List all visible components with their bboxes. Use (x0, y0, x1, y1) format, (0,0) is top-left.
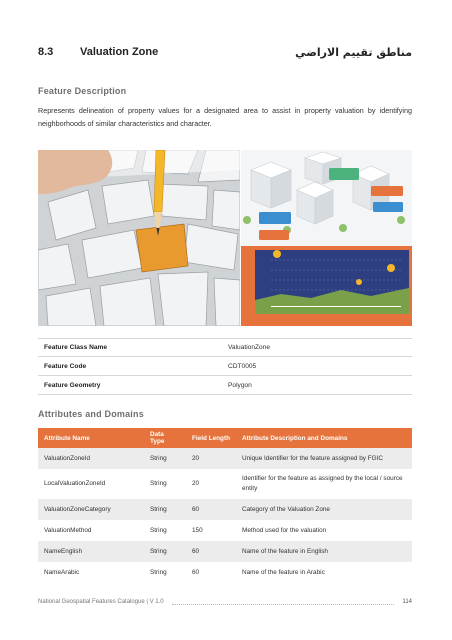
feature-properties-table (38, 338, 412, 395)
city-valuation-illustration (241, 150, 412, 326)
table-row (38, 469, 412, 499)
property-key: Feature Geometry (44, 381, 101, 389)
table-cell: 150 (192, 526, 203, 534)
table-cell: ValuationMethod (44, 526, 92, 534)
attributes-heading: Attributes and Domains (38, 409, 144, 419)
property-row (38, 357, 412, 376)
table-cell: String (144, 499, 186, 520)
column-header: Attribute Name (38, 428, 144, 448)
illustration-images (38, 150, 412, 326)
property-value: CDT0005 (228, 362, 257, 370)
page-footer (38, 597, 412, 607)
table-cell: Unique Identifier for the feature assigned by FGIC (236, 448, 412, 469)
table-cell: String (144, 448, 186, 469)
table-cell: Category of the Valuation Zone (236, 499, 412, 520)
attributes-table (38, 428, 412, 583)
page-number: 114 (402, 599, 412, 605)
table-cell: NameArabic (44, 568, 80, 576)
table-header-row (38, 428, 412, 448)
table-cell: NameEnglish (38, 541, 144, 562)
table-cell: LocalValuationZoneId (44, 480, 106, 487)
feature-description-heading: Feature Description (38, 86, 127, 96)
table-cell: String (150, 526, 167, 534)
table-cell: 60 (186, 499, 236, 520)
feature-description-text: Represents delineation of property values for a designated area to assist in property valuation by identifying neighborhoods of similar characteristics and character. (38, 106, 412, 128)
column-header: Attribute Description and Domains (236, 428, 412, 448)
footer-divider (172, 600, 395, 605)
table-row (38, 562, 412, 583)
table-row (38, 448, 412, 469)
section-title: Valuation Zone (80, 46, 159, 58)
section-header (38, 44, 412, 60)
table-cell: 20 (186, 448, 236, 469)
property-key: Feature Class Name (44, 344, 108, 351)
table-row (38, 499, 412, 520)
section-number: 8.3 (38, 46, 54, 58)
table-cell: String (150, 480, 167, 487)
table-cell: Method used for the valuation (242, 526, 327, 534)
footer-text: National Geospatial Features Catalogue | V 1.0 (38, 599, 164, 605)
table-cell: 20 (192, 480, 200, 487)
table-cell: 60 (192, 568, 200, 576)
property-row (38, 376, 412, 395)
table-cell: ValuationZoneCategory (38, 499, 144, 520)
property-value: ValuationZone (228, 344, 271, 351)
property-value: Polygon (228, 381, 252, 389)
table-cell: Name of the feature in English (236, 541, 412, 562)
property-key: Feature Code (44, 362, 87, 370)
table-row (38, 520, 412, 541)
table-cell: 60 (186, 541, 236, 562)
table-cell: String (144, 541, 186, 562)
table-cell: Identifier for the feature as assigned by the local / source entity (242, 475, 403, 492)
table-cell: Name of the feature in Arabic (242, 568, 325, 576)
table-cell: String (150, 568, 167, 576)
column-header: Data Type (144, 428, 186, 448)
cadastral-map-photo (38, 150, 240, 326)
property-row (38, 338, 412, 357)
table-row (38, 541, 412, 562)
section-arabic-title: مناطق تقييم الاراضي (295, 45, 412, 59)
table-cell: ValuationZoneId (38, 448, 144, 469)
column-header: Field Length (186, 428, 236, 448)
